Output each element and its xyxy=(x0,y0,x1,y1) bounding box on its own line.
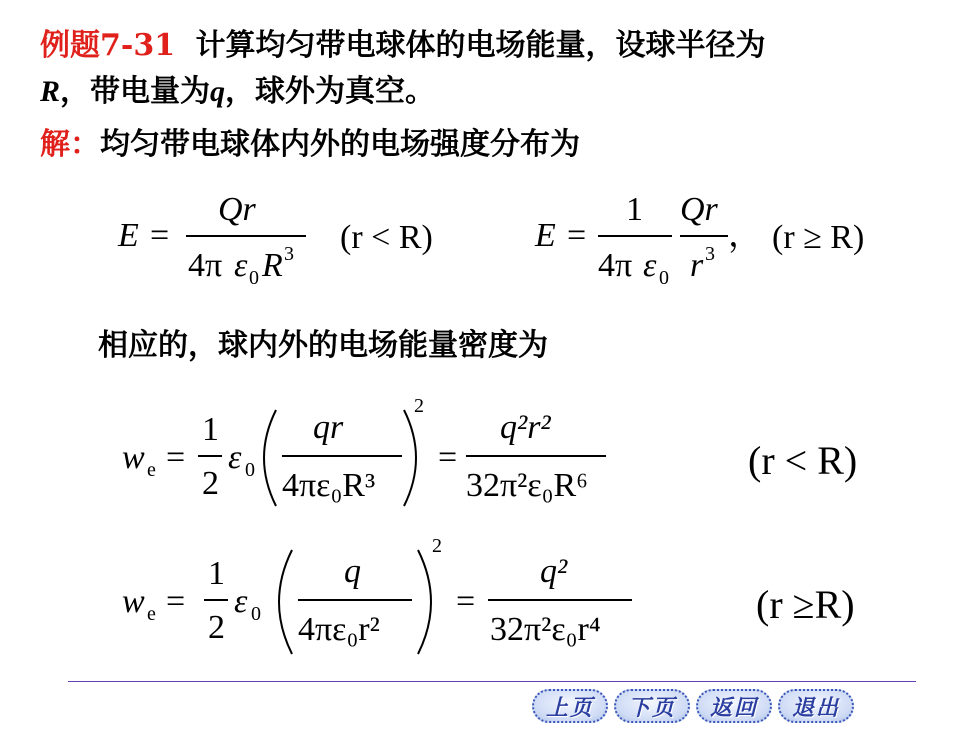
right-paren-outer xyxy=(418,550,431,654)
half-den-outer: 2 xyxy=(208,609,225,646)
charge-symbol: q xyxy=(210,75,226,108)
solution-line xyxy=(40,127,580,163)
epsilon: ε xyxy=(228,439,242,476)
equals-2-outer: = xyxy=(456,583,476,620)
field-inner-den-sub: 0 xyxy=(249,267,259,289)
rhs-num: q²r² xyxy=(500,409,551,446)
epsilon-outer: ε xyxy=(234,583,248,620)
w-symbol: w xyxy=(122,439,145,476)
right-paren xyxy=(404,410,416,506)
solution-label: 解： xyxy=(40,127,100,162)
field-outer-den1-sub: 0 xyxy=(659,267,669,289)
half-num: 1 xyxy=(202,411,219,448)
field-inner-den-exp: 3 xyxy=(284,243,294,265)
problem-text-2a: ，带电量为 xyxy=(60,74,211,109)
w-subscript: e xyxy=(147,459,156,481)
half-den: 2 xyxy=(202,465,219,502)
field-inner-den-R: R xyxy=(262,247,283,284)
inner-condition: (r < R) xyxy=(748,438,858,483)
power-outer: 2 xyxy=(432,536,442,557)
radius-symbol: R xyxy=(40,75,61,108)
problem-text-2b: ，球外为真空。 xyxy=(225,74,436,109)
field-outer-num2: Qr xyxy=(680,191,718,228)
frac-num-outer: q xyxy=(344,553,361,590)
w-symbol-outer: w xyxy=(122,583,145,620)
equals-outer: = xyxy=(166,583,186,620)
field-E-inner: E xyxy=(118,217,139,254)
footer-divider xyxy=(68,681,916,682)
prev-page-button[interactable]: 上页 xyxy=(532,689,608,723)
field-outer-num1: 1 xyxy=(626,191,643,228)
field-eq-outer: = xyxy=(567,217,587,254)
frac-den: 4πε₀R³ xyxy=(282,467,376,504)
field-outer-condition: (r ≥ R) xyxy=(772,219,865,256)
field-outer-den1-a: 4π xyxy=(598,247,633,284)
solution-text: 均匀带电球体内外的电场强度分布为 xyxy=(100,127,580,162)
field-outer-den2: r xyxy=(690,247,704,284)
field-outer-comma: ， xyxy=(728,217,762,254)
frac-den-outer: 4πε₀r² xyxy=(298,611,380,648)
problem-label: 例题7-31 xyxy=(40,28,176,63)
rhs-den: 32π²ε₀R⁶ xyxy=(466,467,589,504)
energy-outer-equation xyxy=(0,536,980,666)
frac-num: qr xyxy=(313,409,344,446)
problem-text: 计算均匀带电球体的电场能量，设球半径为 xyxy=(195,28,766,63)
outer-condition: (r ≥R) xyxy=(756,582,855,627)
w-subscript-outer: e xyxy=(147,603,156,625)
field-inner-condition: (r < R) xyxy=(340,219,433,256)
epsilon-sub-outer: 0 xyxy=(251,603,261,625)
power: 2 xyxy=(414,395,424,417)
field-inner-den-a: 4π xyxy=(188,247,223,284)
equals-2: = xyxy=(438,439,458,476)
nav-bar xyxy=(532,689,854,725)
epsilon-sub: 0 xyxy=(245,459,255,481)
field-equations xyxy=(0,180,980,300)
equals: = xyxy=(166,439,186,476)
field-E-outer: E xyxy=(535,217,556,254)
field-inner-den-eps: ε xyxy=(234,247,248,284)
exit-button[interactable]: 退出 xyxy=(778,689,854,723)
next-page-button[interactable]: 下页 xyxy=(614,689,690,723)
back-button[interactable]: 返回 xyxy=(696,689,772,723)
half-num-outer: 1 xyxy=(208,555,225,592)
energy-inner-equation xyxy=(0,392,980,522)
field-inner-numerator: Qr xyxy=(218,191,256,228)
field-outer-den1-eps: ε xyxy=(643,247,657,284)
rhs-num-outer: q² xyxy=(540,553,568,590)
left-paren-outer xyxy=(279,550,292,654)
rhs-den-outer: 32π²ε₀r⁴ xyxy=(490,611,601,648)
field-eq-inner: = xyxy=(150,217,170,254)
problem-line-2 xyxy=(40,74,435,110)
problem-line-1 xyxy=(40,28,766,64)
field-outer-den2-exp: 3 xyxy=(705,243,715,265)
density-intro: 相应的，球内外的电场能量密度为 xyxy=(98,328,548,363)
left-paren xyxy=(264,410,276,506)
